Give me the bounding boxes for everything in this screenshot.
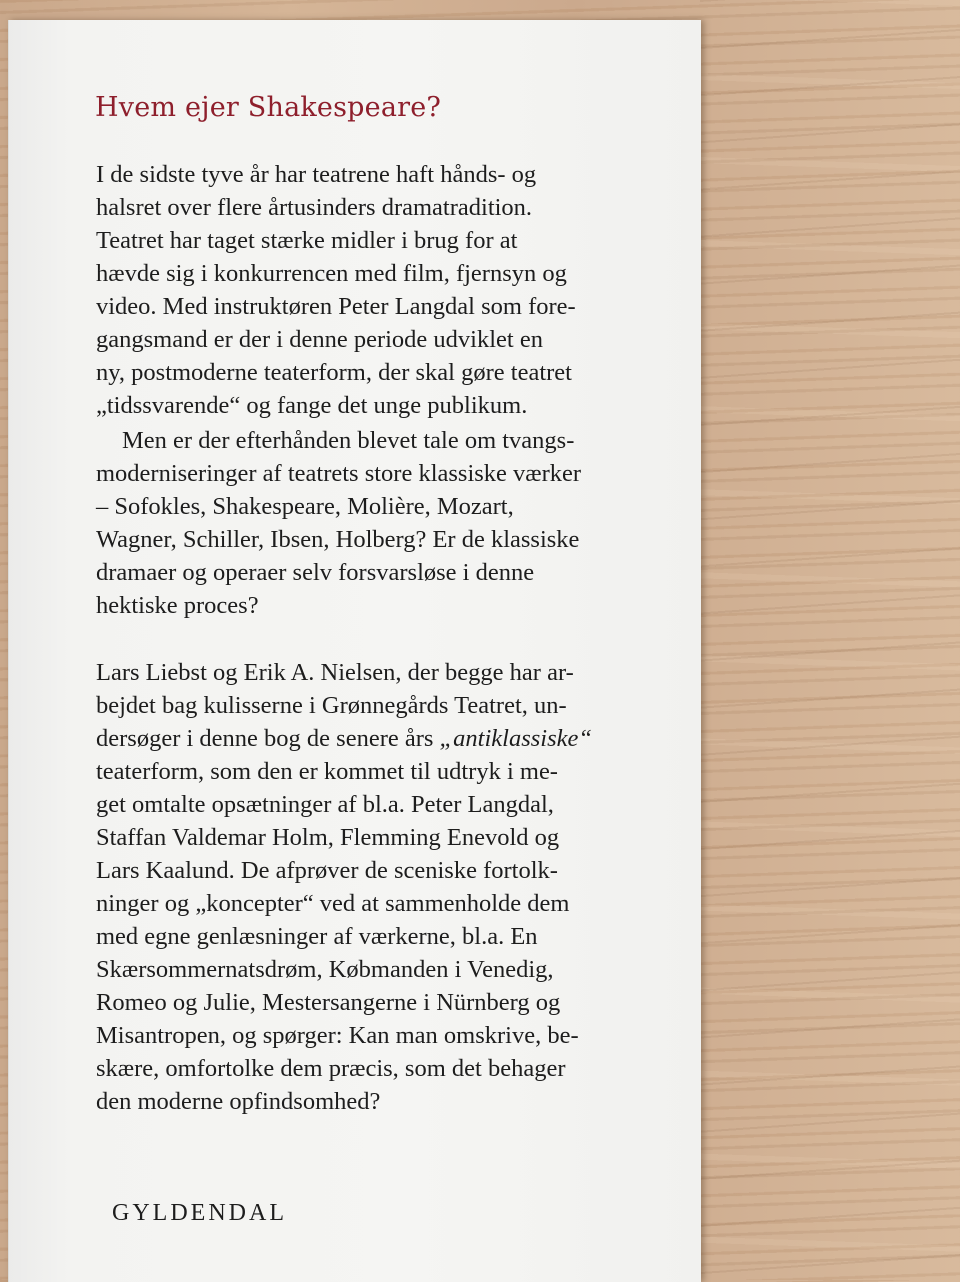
italic-term: „antiklassiske“	[439, 725, 593, 752]
text-line: Staffan Valdemar Holm, Flemming Enevold og	[96, 824, 560, 851]
text-line: dramaer og operaer selv forsvarsløse i denne	[96, 559, 535, 586]
text-line: Teatret har taget stærke midler i brug for at	[96, 227, 518, 254]
text-line: get omtalte opsætninger af bl.a. Peter Langdal,	[96, 791, 554, 818]
text-segment: dersøger i denne bog de senere års	[96, 725, 440, 752]
publisher-name: GYLDENDAL	[112, 1200, 287, 1226]
wooden-table-background	[700, 0, 960, 1280]
blurb-paragraph-2	[96, 424, 656, 622]
text-line: moderniseringer af teatrets store klassiske værker	[96, 460, 582, 487]
text-line: – Sofokles, Shakespeare, Molière, Mozart,	[96, 493, 514, 520]
text-line: bejdet bag kulisserne i Grønnegårds Teatret, un-	[96, 692, 567, 719]
text-line: Lars Kaalund. De afprøver de sceniske fortolk-	[96, 857, 558, 884]
text-line: Wagner, Schiller, Ibsen, Holberg? Er de klassiske	[96, 526, 580, 553]
text-line	[96, 722, 656, 755]
text-line: teaterform, som den er kommet til udtryk i me-	[96, 758, 558, 785]
text-line: „tidssvarende“ og fange det unge publikum.	[96, 392, 528, 419]
text-line: ny, postmoderne teaterform, der skal gøre teatret	[96, 359, 572, 386]
blurb-paragraph-3	[96, 656, 656, 1118]
text-line: den moderne opfindsomhed?	[96, 1088, 381, 1115]
text-line: Men er der efterhånden blevet tale om tvangs-	[122, 427, 575, 454]
text-line: hævde sig i konkurrencen med film, fjernsyn og	[96, 260, 567, 287]
text-line: Lars Liebst og Erik A. Nielsen, der begge har ar-	[96, 659, 574, 686]
text-line: med egne genlæsninger af værkerne, bl.a. En	[96, 923, 538, 950]
text-line: hektiske proces?	[96, 592, 259, 619]
text-line: I de sidste tyve år har teatrene haft hånds- og	[96, 161, 537, 188]
blurb-paragraph-1	[96, 158, 656, 422]
text-line: video. Med instruktøren Peter Langdal som fore-	[96, 293, 576, 320]
text-line: skære, omfortolke dem præcis, som det behager	[96, 1055, 566, 1082]
text-line: halsret over flere årtusinders dramatradition.	[96, 194, 533, 221]
text-line: Romeo og Julie, Mestersangerne i Nürnberg og	[96, 989, 561, 1016]
book-title: Hvem ejer Shakespeare?	[95, 92, 442, 123]
text-line: gangsmand er der i denne periode udviklet en	[96, 326, 543, 353]
text-line: ninger og „koncepter“ ved at sammenholde dem	[96, 890, 570, 917]
text-line: Misantropen, og spørger: Kan man omskrive, be-	[96, 1022, 579, 1049]
text-line: Skærsommernatsdrøm, Købmanden i Venedig,	[96, 956, 554, 983]
